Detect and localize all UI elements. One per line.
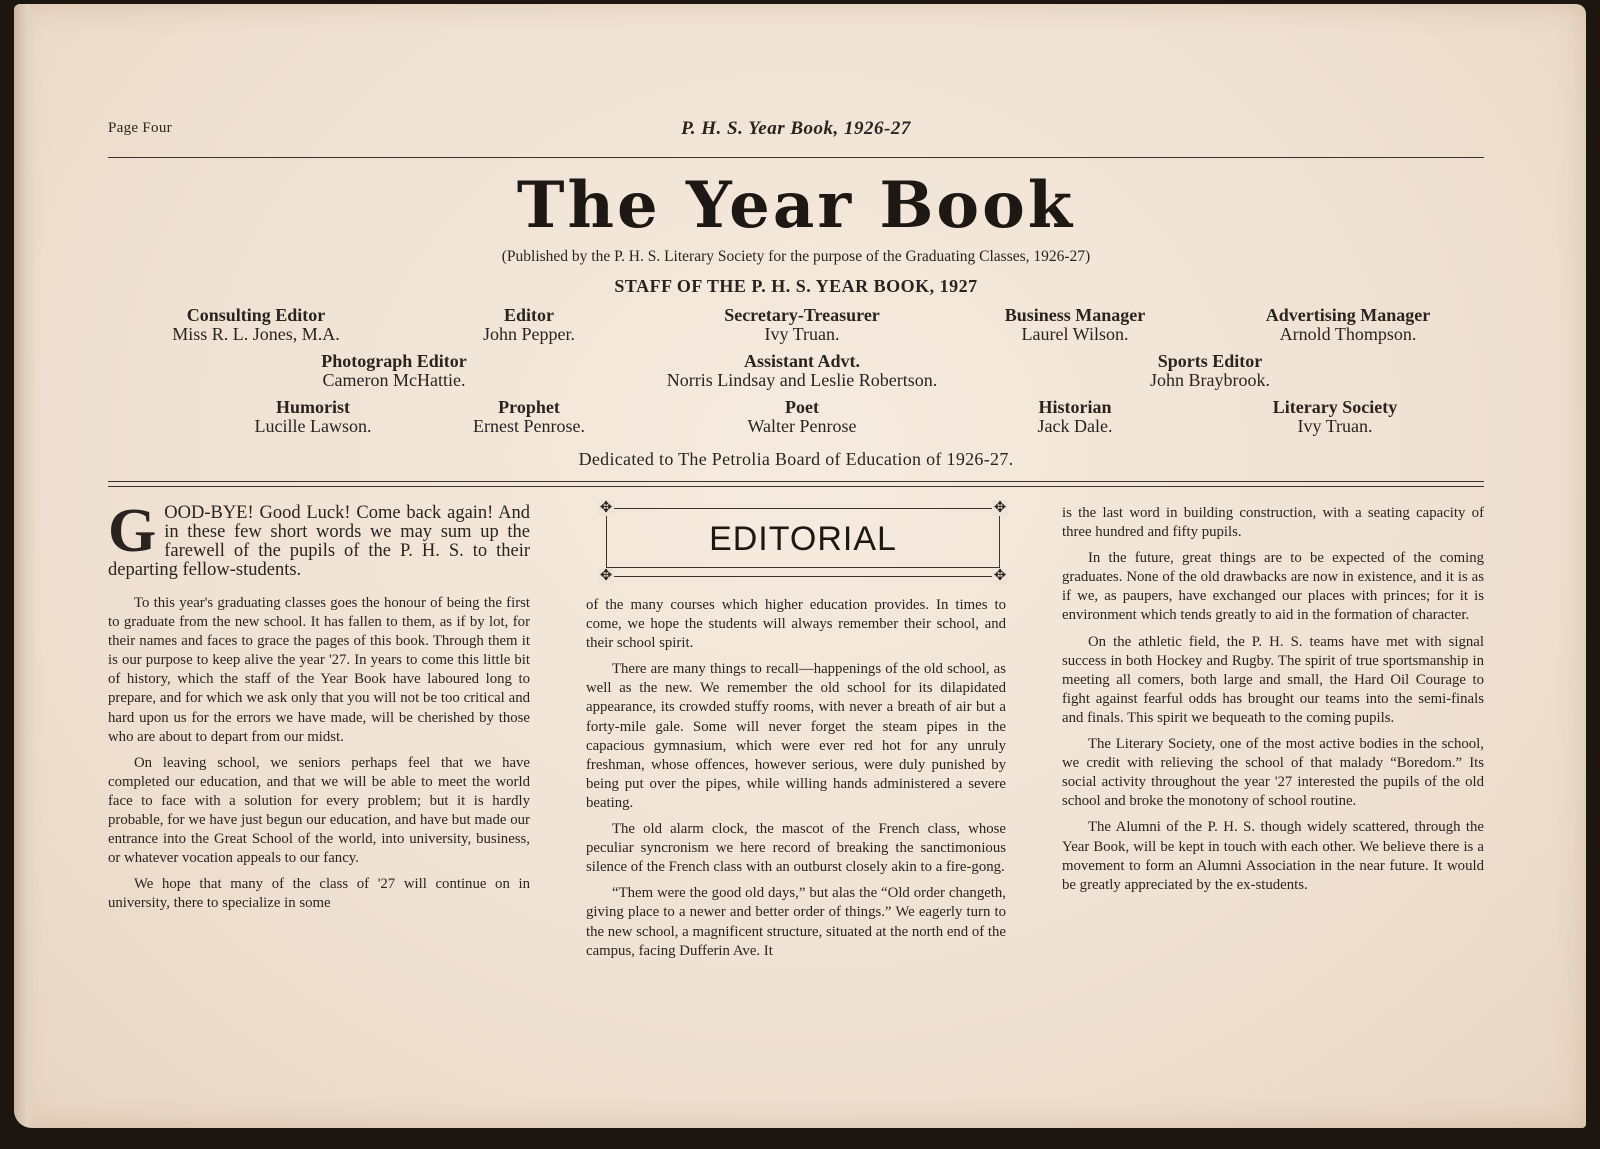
paragraph: To this year's graduating classes goes the honour of being the first to graduate from the new school. It has fallen to them, as if by lot, for their names and faces to grace the pages of this book. Through them it is our purpose to keep alive the year '27. In years to come this little bit of history, which the staff of the Year Book have laboured long to prepare, and for which we ask only that you will not be too critical and hard upon us for the errors we have made, will be cherished by those who are about to depart from our midst.	[108, 595, 530, 745]
staff-photograph-editor	[321, 352, 467, 390]
paragraph: On leaving school, we seniors perhaps feel that we have completed our education, and that we will be able to meet the world face to face with a solution for every problem; but it is hardly probable, for we have just begun our education, and have but made our entrance into the Great School of the world, into university, business, or whatever vocation appeals to our fancy.	[108, 754, 530, 867]
paragraph: There are many things to recall—happenings of the old school, as well as the new. We remember the old school for its dilapidated appearance, its crowded stuffy rooms, with never a breath of air but a forty-mile gale. Some will never forget the steam pipes in the capacious gymnasium, which were ever red hot for any unruly freshman, whose offences, however serious, were duly punished by being put over the pipes, while willing hands administered a severe beating.	[586, 661, 1006, 811]
paragraph: is the last word in building construction, with a seating capacity of three hundred and fifty pupils.	[1062, 505, 1484, 541]
editorial-heading-box	[598, 500, 1008, 584]
running-title: P. H. S. Year Book, 1926-27	[681, 118, 911, 139]
staff-name: Ivy Truan.	[1297, 416, 1373, 436]
staff-role: Historian	[1038, 397, 1112, 417]
article-column-1	[108, 497, 530, 921]
staff-name: Ernest Penrose.	[473, 416, 585, 436]
staff-business-manager	[1005, 306, 1146, 344]
page-binding-edge	[14, 4, 36, 1128]
staff-name: Norris Lindsay and Leslie Robertson.	[666, 370, 938, 390]
paragraph: The Alumni of the P. H. S. though widely scattered, through the Year Book, will be kept in touch with each other. We believe there is a movement to form an Alumni Association in the near future. It would be greatly appreciated by the ex-students.	[1062, 819, 1484, 893]
staff-role: Literary Society	[1272, 397, 1398, 417]
editorial-title: EDITORIAL	[709, 520, 897, 558]
staff-name: Arnold Thompson.	[1279, 324, 1417, 344]
staff-assistant-advt	[667, 352, 937, 390]
staff-secretary-treasurer	[724, 306, 880, 344]
staff-role: Editor	[503, 305, 554, 325]
publication-note: (Published by the P. H. S. Literary Society for the purpose of the Graduating Classes, 1926-27)	[501, 248, 1091, 265]
ornament-icon: ✥	[993, 568, 1007, 584]
staff-name: Lucille Lawson.	[254, 416, 372, 436]
ornament-rule-bottom	[606, 576, 998, 577]
staff-poet	[747, 398, 856, 436]
article-column-3	[1062, 504, 1484, 902]
article-column-2	[586, 596, 1006, 968]
staff-humorist	[255, 398, 372, 436]
staff-advertising-manager	[1266, 306, 1430, 344]
paragraph: The old alarm clock, the mascot of the French class, whose peculiar syncronism we here record of breaking the sanctimonious silence of the French class with an outburst closely akin to a fire-gong.	[586, 821, 1006, 876]
ornament-rule-top	[606, 508, 998, 509]
ornament-icon: ✥	[599, 500, 613, 516]
staff-name: Walter Penrose	[747, 416, 857, 436]
article-lead	[108, 497, 530, 580]
staff-prophet	[473, 398, 585, 436]
masthead-title: The Year Book	[516, 168, 1076, 243]
staff-name: Laurel Wilson.	[1021, 324, 1129, 344]
paragraph: We hope that many of the class of '27 will continue on in university, there to specialize in some	[108, 876, 530, 912]
staff-editor	[483, 306, 575, 344]
double-rule-top	[108, 481, 1484, 482]
staff-role: Secretary-Treasurer	[724, 305, 880, 325]
staff-role: Assistant Advt.	[743, 351, 861, 371]
staff-name: John Braybrook.	[1150, 370, 1270, 390]
ornament-icon: ✥	[599, 568, 613, 584]
double-rule-bottom	[108, 486, 1484, 487]
ornament-icon: ✥	[993, 500, 1007, 516]
staff-historian	[1038, 398, 1113, 436]
header-rule	[108, 157, 1484, 158]
staff-name: Cameron McHattie.	[322, 370, 466, 390]
paragraph: “Them were the good old days,” but alas the “Old order changeth, giving place to a newer and better order of things.” We eagerly turn to the new school, a magnificent structure, situated at the north end of the campus, facing Dufferin Ave. It	[586, 885, 1006, 959]
staff-role: Advertising Manager	[1265, 305, 1431, 325]
page-number: Page Four	[108, 120, 172, 136]
paragraph: In the future, great things are to be expected of the coming graduates. None of the old drawbacks are now in existence, and it is as if we, as paupers, have exchanged our places with princes; for it is environment which tends greatly to aid in the formation of character.	[1062, 550, 1484, 624]
staff-role: Consulting Editor	[186, 305, 326, 325]
staff-role: Sports Editor	[1157, 351, 1263, 371]
dedication: Dedicated to The Petrolia Board of Education of 1926-27.	[578, 449, 1014, 469]
running-header	[108, 118, 1484, 148]
paragraph: On the athletic field, the P. H. S. teams have met with signal success in both Hockey and Rugby. The spirit of true sportsmanship in meeting all comers, both large and small, the Hard Oil Courage to fight against fearful odds has brought our teams into the semi-finals and finals. This spirit we bequeath to the coming pupils.	[1062, 633, 1484, 726]
staff-name: Ivy Truan.	[764, 324, 840, 344]
staff-role: Poet	[785, 397, 819, 417]
staff-heading: STAFF OF THE P. H. S. YEAR BOOK, 1927	[614, 276, 978, 296]
staff-consulting-editor	[172, 306, 340, 344]
staff-role: Photograph Editor	[321, 351, 467, 371]
staff-role: Prophet	[498, 397, 560, 417]
staff-name: Miss R. L. Jones, M.A.	[172, 324, 340, 344]
staff-name: John Pepper.	[483, 324, 575, 344]
lead-text: OOD-BYE! Good Luck! Come back again! And in these few short words we may sum up the farewell of the pupils of the P. H. S. to their departing fellow-students.	[108, 503, 530, 580]
drop-cap: G	[108, 497, 157, 565]
staff-name: Jack Dale.	[1037, 416, 1113, 436]
staff-literary-society	[1273, 398, 1397, 436]
paragraph: The Literary Society, one of the most active bodies in the school, we credit with relieving the school of that malady “Boredom.” Its social activity throughout the year '27 interested the pupils of the old school and broke the monotony of school routine.	[1062, 736, 1484, 810]
staff-role: Business Manager	[1004, 305, 1146, 325]
paragraph: of the many courses which higher education provides. In times to come, we hope the students will always remember their school, and their school spirit.	[586, 597, 1006, 652]
staff-role: Humorist	[276, 397, 350, 417]
staff-sports-editor	[1150, 352, 1270, 390]
